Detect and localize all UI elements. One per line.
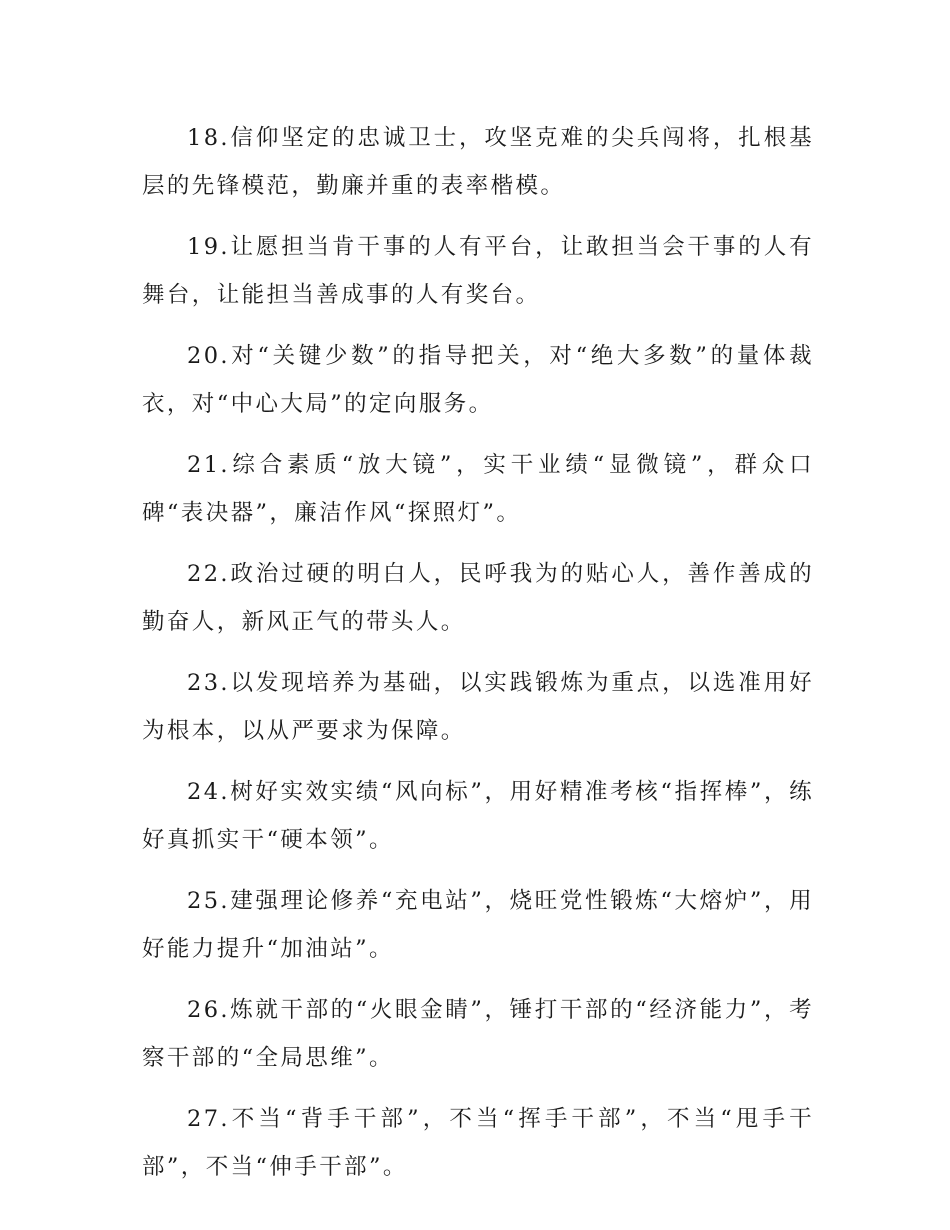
paragraph-21: 21.综合素质“放大镜”，实干业绩“显微镜”，群众口碑“表决器”，廉洁作风“探照灯”。: [142, 452, 814, 526]
paragraph-24: 24.树好实效实绩“风向标”，用好精准考核“指挥棒”，练好真抓实干“硬本领”。: [142, 779, 814, 853]
paragraph-22: 22.政治过硬的明白人，民呼我为的贴心人，善作善成的勤奋人，新风正气的带头人。: [142, 561, 814, 635]
paragraph-25: 25.建强理论修养“充电站”，烧旺党性锻炼“大熔炉”，用好能力提升“加油站”。: [142, 888, 814, 962]
paragraph-27: 27.不当“背手干部”，不当“挥手干部”，不当“甩手干部”，不当“伸手干部”。: [142, 1106, 814, 1180]
paragraph-23: 23.以发现培养为基础，以实践锻炼为重点，以选准用好为根本，以从严要求为保障。: [142, 670, 814, 744]
paragraph-18: 18.信仰坚定的忠诚卫士，攻坚克难的尖兵闯将，扎根基层的先锋模范，勤廉并重的表率楷模。: [142, 125, 814, 199]
document-body: [142, 114, 814, 1204]
paragraph-19: 19.让愿担当肯干事的人有平台，让敢担当会干事的人有舞台，让能担当善成事的人有奖台。: [142, 234, 814, 308]
paragraph-20: 20.对“关键少数”的指导把关，对“绝大多数”的量体裁衣，对“中心大局”的定向服务。: [142, 343, 814, 417]
paragraph-26: 26.炼就干部的“火眼金睛”，锤打干部的“经济能力”，考察干部的“全局思维”。: [142, 997, 814, 1071]
